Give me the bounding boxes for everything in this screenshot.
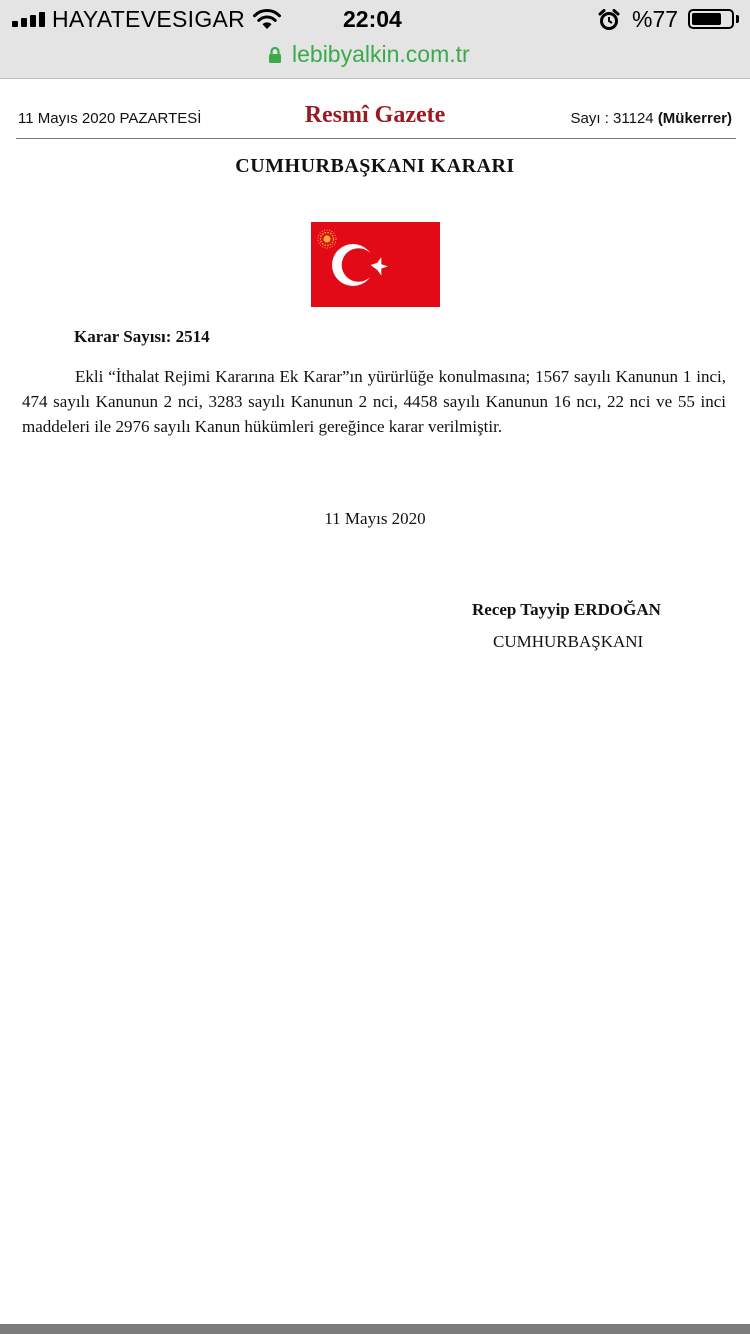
gazette-date: 11 Mayıs 2020 PAZARTESİ bbox=[18, 110, 202, 127]
issue-flag: (Mükerrer) bbox=[657, 110, 732, 127]
battery-tip bbox=[736, 15, 739, 23]
signer-title: CUMHURBAŞKANI bbox=[493, 632, 644, 651]
browser-top-bar bbox=[0, 0, 750, 79]
document-heading: CUMHURBAŞKANI KARARI bbox=[235, 155, 515, 177]
status-bar bbox=[0, 0, 750, 40]
alarm-icon bbox=[598, 9, 620, 31]
signal-icon bbox=[12, 13, 48, 27]
wifi-icon bbox=[252, 8, 282, 30]
battery-icon bbox=[688, 9, 734, 29]
issue-number: Sayı : 31124 bbox=[570, 110, 654, 127]
signer-name bbox=[472, 600, 661, 620]
decision-body: Ekli “İthalat Rejimi Kararına Ek Karar”ın yürürlüğe konulmasına; 1567 sayılı Kanunun 1 inci, 474 sayılı Kanunun 2 nci, 3283 sayılı Kanunun 2 nci, 4458 sayılı Kanunun 16 ncı, 22 nci ve 55 inci maddeleri ile 2976 sayılı Kanun hükümleri gereğince karar verilmiştir. bbox=[22, 367, 726, 436]
signer-first-name: Recep Tayyip bbox=[472, 600, 570, 619]
battery-level-fill bbox=[692, 13, 721, 25]
signer-surname: ERDOĞAN bbox=[574, 600, 661, 619]
signature-date: 11 Mayıs 2020 bbox=[324, 509, 426, 528]
carrier-name: HAYATEVESIGAR bbox=[52, 6, 246, 32]
header-divider bbox=[16, 138, 736, 139]
clock-time: 22:04 bbox=[343, 6, 402, 32]
decision-number: Karar Sayısı: 2514 bbox=[74, 327, 210, 346]
address-bar-url[interactable]: lebibyalkin.com.tr bbox=[292, 41, 470, 67]
lock-icon bbox=[268, 46, 282, 64]
battery-percentage: %77 bbox=[632, 6, 679, 32]
gazette-issue bbox=[571, 110, 732, 127]
gazette-title: Resmî Gazete bbox=[304, 102, 446, 128]
turkish-flag-image bbox=[311, 222, 440, 307]
bottom-toolbar-edge bbox=[0, 1324, 750, 1334]
